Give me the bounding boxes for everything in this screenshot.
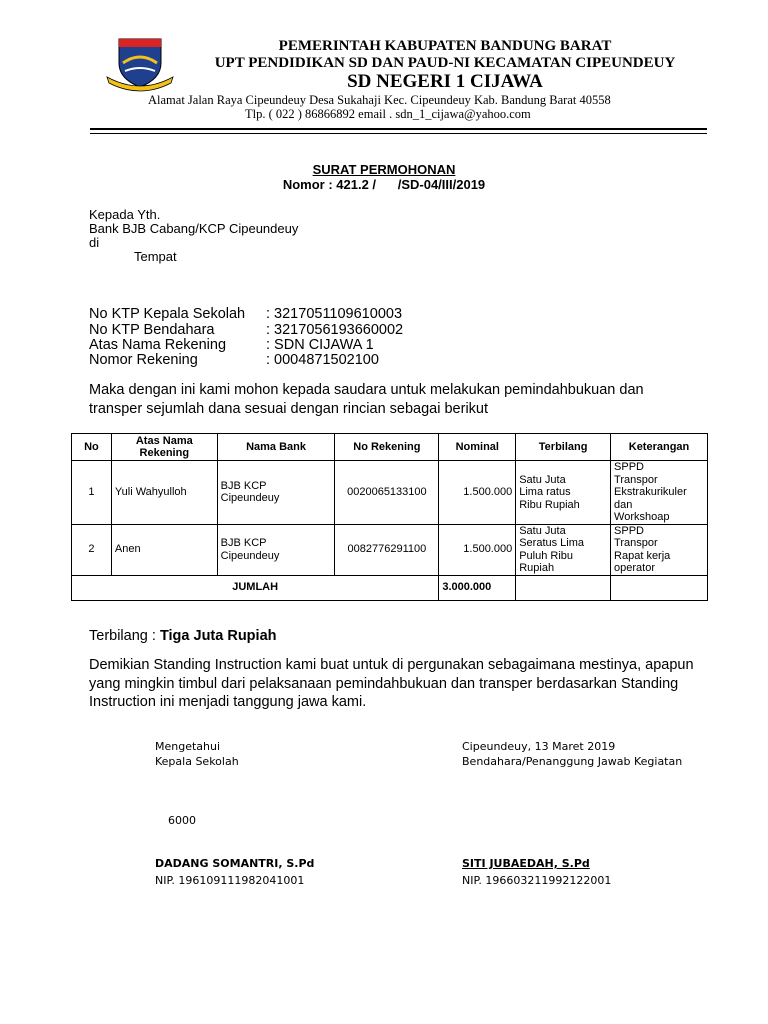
sig-right-name: SITI JUBAEDAH, S.Pd (462, 857, 590, 870)
cell-keterangan (611, 461, 708, 525)
keterangan-line: Ekstrakurikuler (614, 486, 687, 498)
letterhead-line-2: UPT PENDIDIKAN SD DAN PAUD-NI KECAMATAN CIPEUNDEUY (214, 55, 676, 71)
letterhead-rule-thin (90, 133, 707, 134)
school-name: SD NEGERI 1 CIJAWA (347, 71, 543, 92)
keterangan-line: Transpor (614, 537, 658, 549)
field-value-ktp-bendahara: : 3217056193660002 (266, 322, 404, 338)
sig-left-nip: NIP. 196109111982041001 (155, 874, 305, 887)
keterangan-line: operator (614, 562, 656, 574)
recipient-bank: Bank BJB Cabang/KCP Cipeundeuy (89, 221, 299, 236)
letter-number: Nomor : 421.2 / /SD-04/III/2019 (282, 177, 486, 192)
sig-left-line-1: Mengetahui (155, 740, 221, 753)
keterangan-line: SPPD (614, 461, 644, 473)
bank-line: Cipeundeuy (220, 549, 280, 562)
letterhead-rule-thick (90, 128, 707, 130)
table-header-row (72, 434, 708, 461)
sig-left-line-2: Kepala Sekolah (155, 755, 239, 768)
cell-rekening: 0020065133100 (335, 461, 439, 525)
cell-no: 2 (72, 524, 112, 575)
terbilang-line: Satu Juta (519, 524, 566, 537)
table-total-row (72, 575, 708, 600)
keterangan-line: Transpor (614, 473, 658, 486)
bank-line: BJB KCP (220, 537, 267, 549)
terbilang-line: Lima ratus (519, 486, 571, 498)
field-value-atas-nama: : SDN CIJAWA 1 (266, 337, 374, 353)
header-keterangan: Keterangan (611, 434, 708, 461)
intro-line-1: Maka dengan ini kami mohon kepada saudara untuk melakukan pemindahbukuan dan (89, 382, 644, 398)
header-terbilang: Terbilang (516, 434, 611, 461)
letter-title: SURAT PERMOHONAN (312, 162, 456, 177)
keterangan-line: SPPD (614, 524, 644, 537)
keterangan-line: Rapat kerja (614, 549, 671, 562)
recipient-place: Tempat (134, 249, 177, 264)
recipient-line-3: di (89, 235, 100, 250)
cell-terbilang (516, 524, 611, 575)
terbilang-line: Satu Juta (519, 473, 566, 486)
closing-line-3: Instruction ini menjadi tanggung jawa kami. (89, 694, 367, 710)
intro-line-2: transper sejumlah dana sesuai dengan rincian sebagai berikut (89, 401, 489, 417)
transfer-table (71, 433, 708, 601)
recipient-line-1: Kepada Yth. (89, 207, 161, 222)
school-address: Alamat Jalan Raya Cipeundeuy Desa Sukahaji Kec. Cipeundeuy Kab. Bandung Barat 40558 (148, 93, 611, 107)
sig-right-nip: NIP. 196603211992122001 (462, 874, 612, 887)
cell-rekening: 0082776291100 (335, 524, 439, 575)
terbilang-line: Seratus Lima (519, 537, 585, 549)
sig-right-line-1: Cipeundeuy, 13 Maret 2019 (462, 740, 616, 753)
cell-bank (217, 524, 335, 575)
header-nominal: Nominal (439, 434, 516, 461)
cell-bank (217, 461, 335, 525)
terbilang-summary (89, 628, 277, 644)
header-no-rekening: No Rekening (335, 434, 439, 461)
cell-nominal: 1.500.000 (439, 524, 516, 575)
total-empty-cell (611, 575, 708, 600)
bank-line: Cipeundeuy (220, 492, 280, 505)
field-value-ktp-kepala: : 3217051109610003 (266, 306, 403, 322)
field-label-nomor-rekening: Nomor Rekening (89, 352, 198, 368)
terbilang-line: Rupiah (519, 562, 555, 574)
sig-left-name: DADANG SOMANTRI, S.Pd (155, 857, 315, 870)
field-label-atas-nama: Atas Nama Rekening (89, 337, 227, 353)
header-no: No (72, 434, 112, 461)
total-label: JUMLAH (72, 575, 439, 600)
closing-line-2: yang mingkin timbul dari pelaksanaan pemindahbukuan dan transper berdasarkan Standing (89, 676, 679, 692)
keterangan-line: Workshoap (614, 511, 670, 523)
field-value-nomor-rekening: : 0004871502100 (266, 352, 379, 368)
table-row (72, 524, 708, 575)
bank-line: BJB KCP (220, 479, 267, 492)
sig-right-line-2: Bendahara/Penanggung Jawab Kegiatan (462, 755, 683, 768)
keterangan-line: dan (614, 498, 633, 511)
cell-nama: Yuli Wahyulloh (111, 461, 217, 525)
terbilang-label: Terbilang : (89, 628, 160, 644)
cell-terbilang (516, 461, 611, 525)
total-empty-cell (516, 575, 611, 600)
cell-keterangan (611, 524, 708, 575)
total-value: 3.000.000 (439, 575, 516, 600)
closing-line-1: Demikian Standing Instruction kami buat untuk di pergunakan sebagaimana mestinya, apapun (89, 657, 694, 673)
cell-nominal: 1.500.000 (439, 461, 516, 525)
sig-left-stamp: 6000 (168, 814, 196, 827)
school-contact: Tlp. ( 022 ) 86866892 email . sdn_1_cijawa@yahoo.com (245, 107, 531, 121)
terbilang-line: Puluh Ribu (519, 549, 574, 562)
header-atas-nama: Atas Nama Rekening (111, 434, 217, 461)
letterhead-line-1: PEMERINTAH KABUPATEN BANDUNG BARAT (278, 38, 612, 54)
cell-nama: Anen (111, 524, 217, 575)
field-label-ktp-kepala: No KTP Kepala Sekolah (89, 306, 246, 322)
header-nama-bank: Nama Bank (217, 434, 335, 461)
terbilang-line: Ribu Rupiah (519, 498, 580, 511)
terbilang-value: Tiga Juta Rupiah (159, 628, 277, 644)
field-label-ktp-bendahara: No KTP Bendahara (89, 322, 215, 338)
table-row (72, 461, 708, 525)
cell-no: 1 (72, 461, 112, 525)
